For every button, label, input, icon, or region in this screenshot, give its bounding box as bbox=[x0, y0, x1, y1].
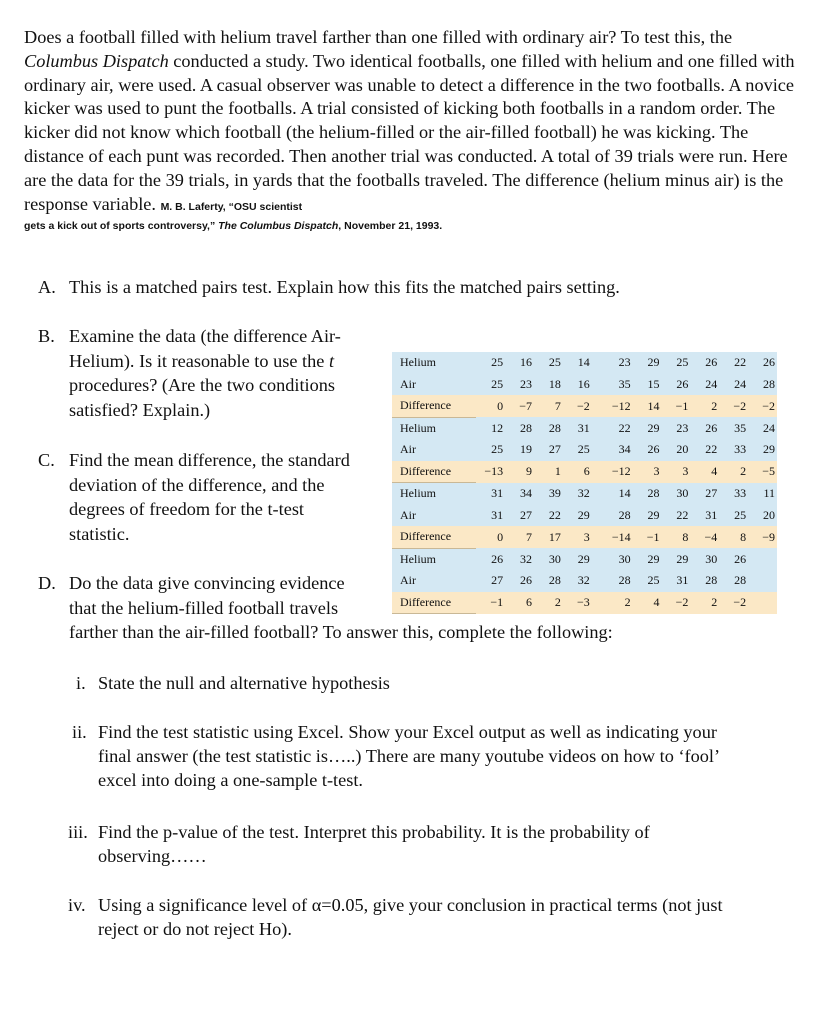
table-cell: 29 bbox=[633, 548, 662, 570]
table-cell: 6 bbox=[505, 592, 534, 614]
row-label: Air bbox=[392, 570, 476, 592]
table-cell: 25 bbox=[719, 505, 748, 527]
table-cell: 0 bbox=[476, 526, 505, 548]
row-label: Helium bbox=[392, 417, 476, 439]
row-label: Helium bbox=[392, 352, 476, 374]
table-cell: 16 bbox=[505, 352, 534, 374]
table-cell: 26 bbox=[690, 417, 719, 439]
table-row bbox=[392, 526, 777, 548]
row-label: Difference bbox=[392, 526, 476, 548]
table-cell: 33 bbox=[719, 439, 748, 461]
table-row bbox=[392, 374, 777, 396]
table-row bbox=[392, 395, 777, 417]
table-cell: −5 bbox=[748, 461, 777, 483]
source-name: Columbus Dispatch bbox=[24, 50, 169, 71]
question-d: D. Do the data give convincing evidence that the helium-filled football travels farther than the air-filled football? To answer this, complete the following: bbox=[38, 573, 613, 642]
table-cell: 24 bbox=[748, 417, 777, 439]
question-a-text: This is a matched pairs test. Explain how this fits the matched pairs setting. bbox=[69, 277, 620, 297]
table-row bbox=[392, 505, 777, 527]
row-label: Difference bbox=[392, 592, 476, 614]
table-cell: 28 bbox=[604, 505, 633, 527]
table-row bbox=[392, 417, 777, 439]
table-cell: 31 bbox=[476, 483, 505, 505]
table-cell: 9 bbox=[505, 461, 534, 483]
table-cell: 34 bbox=[604, 439, 633, 461]
table-row bbox=[392, 439, 777, 461]
table-cell: 31 bbox=[662, 570, 691, 592]
table-cell: 14 bbox=[604, 483, 633, 505]
table-cell: 29 bbox=[563, 548, 592, 570]
table-cell: 29 bbox=[633, 417, 662, 439]
table-cell: −13 bbox=[476, 461, 505, 483]
table-cell: 32 bbox=[563, 483, 592, 505]
table-cell: 2 bbox=[690, 395, 719, 417]
table-cell: −2 bbox=[719, 395, 748, 417]
table-cell: 2 bbox=[604, 592, 633, 614]
table-cell: 20 bbox=[748, 505, 777, 527]
table-cell: 20 bbox=[662, 439, 691, 461]
question-d-iv: iv. Using a significance level of α=0.05, give your conclusion in practical terms (not just reject or do not reject Ho). bbox=[68, 895, 723, 939]
table-cell: 32 bbox=[563, 570, 592, 592]
row-label: Helium bbox=[392, 548, 476, 570]
row-label: Air bbox=[392, 505, 476, 527]
table-cell: 2 bbox=[690, 592, 719, 614]
table-cell: 22 bbox=[662, 505, 691, 527]
row-label: Helium bbox=[392, 483, 476, 505]
table-cell: −3 bbox=[563, 592, 592, 614]
table-cell: 19 bbox=[505, 439, 534, 461]
table-row bbox=[392, 592, 777, 614]
row-label: Air bbox=[392, 374, 476, 396]
table-cell: 25 bbox=[534, 352, 563, 374]
table-cell: 28 bbox=[534, 417, 563, 439]
citation-author: M. B. Laferty, “OSU scientist bbox=[160, 200, 303, 213]
table-cell: 26 bbox=[476, 548, 505, 570]
intro-text-1: Does a football filled with helium travel farther than one filled with ordinary air? To test this, the bbox=[24, 27, 733, 47]
table-cell: 25 bbox=[662, 352, 691, 374]
table-cell: 28 bbox=[719, 570, 748, 592]
table-cell: 4 bbox=[690, 461, 719, 483]
table-cell: 7 bbox=[534, 395, 563, 417]
table-cell: 33 bbox=[719, 483, 748, 505]
table-cell: −1 bbox=[662, 395, 691, 417]
question-b: B. Examine the data (the difference Air- Helium). Is it reasonable to use the t procedures? (Are the two conditions satisfied? Explain.) bbox=[38, 326, 341, 420]
table-cell: 28 bbox=[633, 483, 662, 505]
table-cell: 29 bbox=[563, 505, 592, 527]
table-cell: 3 bbox=[662, 461, 691, 483]
table-cell: 29 bbox=[748, 439, 777, 461]
table-cell: 30 bbox=[534, 548, 563, 570]
table-cell: 28 bbox=[505, 417, 534, 439]
table-cell: 31 bbox=[563, 417, 592, 439]
table-cell: 23 bbox=[604, 352, 633, 374]
row-label: Air bbox=[392, 439, 476, 461]
table-cell bbox=[748, 570, 777, 592]
table-cell: 14 bbox=[563, 352, 592, 374]
table-cell: 27 bbox=[534, 439, 563, 461]
table-cell: 35 bbox=[604, 374, 633, 396]
table-row bbox=[392, 548, 777, 570]
table-cell: 22 bbox=[719, 352, 748, 374]
table-cell: 17 bbox=[534, 526, 563, 548]
table-cell: 27 bbox=[505, 505, 534, 527]
table-cell: 2 bbox=[534, 592, 563, 614]
table-cell: −12 bbox=[604, 461, 633, 483]
citation-date: , November 21, 1993. bbox=[338, 220, 443, 233]
table-cell: 16 bbox=[563, 374, 592, 396]
table-cell: 25 bbox=[563, 439, 592, 461]
row-label: Difference bbox=[392, 461, 476, 483]
row-label: Difference bbox=[392, 395, 476, 417]
table-cell: 22 bbox=[534, 505, 563, 527]
table-cell: 2 bbox=[719, 461, 748, 483]
table-cell: 23 bbox=[505, 374, 534, 396]
table-cell: 27 bbox=[476, 570, 505, 592]
table-cell: 25 bbox=[476, 352, 505, 374]
table-cell: 15 bbox=[633, 374, 662, 396]
table-cell: 7 bbox=[505, 526, 534, 548]
table-cell: 39 bbox=[534, 483, 563, 505]
table-cell: 26 bbox=[505, 570, 534, 592]
intro-text-2: conducted a study. Two identical footballs, one filled with helium and one filled with ordinary air, were used. A casual observer was unable to detect a difference in the two footballs. A novice kicker was used to punt the footballs. A trial consisted of kicking both footballs in a random order. The kicker did not know which football (the helium-filled or the air-filled football) he was kicking. The distance of each punt was recorded. Then another trial was conducted. A total of 39 trials were run. Here are the data for the 39 trials, in yards that the footballs traveled. The difference (helium minus air) is the response variable. bbox=[24, 50, 795, 214]
table-cell: −4 bbox=[690, 526, 719, 548]
table-cell: 23 bbox=[662, 417, 691, 439]
table-cell: 24 bbox=[719, 374, 748, 396]
table-cell: 31 bbox=[690, 505, 719, 527]
table-cell: 29 bbox=[633, 505, 662, 527]
table-cell: −12 bbox=[604, 395, 633, 417]
table-cell: 26 bbox=[690, 352, 719, 374]
table-cell bbox=[748, 548, 777, 570]
table-cell: 25 bbox=[476, 374, 505, 396]
intro-paragraph bbox=[24, 26, 806, 233]
table-cell: 0 bbox=[476, 395, 505, 417]
table-row bbox=[392, 461, 777, 483]
table-cell: 14 bbox=[633, 395, 662, 417]
table-cell: 25 bbox=[633, 570, 662, 592]
table-cell: 22 bbox=[604, 417, 633, 439]
table-cell: 29 bbox=[633, 352, 662, 374]
table-cell: 26 bbox=[719, 548, 748, 570]
table-row bbox=[392, 352, 777, 374]
question-d-iii: iii. Find the p-value of the test. Interpret this probability. It is the probability of observing…… bbox=[68, 822, 650, 866]
table-cell: 3 bbox=[633, 461, 662, 483]
citation-line bbox=[24, 219, 806, 233]
table-cell: 29 bbox=[662, 548, 691, 570]
question-d-ii: ii. Find the test statistic using Excel. Show your Excel output as well as indicating your final answer (the test statistic is…..) There are many youtube videos on how to ‘fool’ excel into doing a one-sample t-test. bbox=[72, 722, 721, 790]
table-cell: −2 bbox=[719, 592, 748, 614]
table-cell: 12 bbox=[476, 417, 505, 439]
table-cell: 1 bbox=[534, 461, 563, 483]
table-cell: 24 bbox=[690, 374, 719, 396]
question-c: C. Find the mean difference, the standard deviation of the difference, and the degrees of freedom for the t-test statistic. bbox=[38, 450, 350, 544]
table-cell: 31 bbox=[476, 505, 505, 527]
table-cell: −2 bbox=[563, 395, 592, 417]
citation-title: gets a kick out of sports controversy,” bbox=[24, 220, 216, 233]
table-cell: 6 bbox=[563, 461, 592, 483]
table-row bbox=[392, 570, 777, 592]
citation-source: The Columbus Dispatch bbox=[215, 220, 339, 233]
table-cell: 34 bbox=[505, 483, 534, 505]
table-row bbox=[392, 483, 777, 505]
table-cell: 28 bbox=[604, 570, 633, 592]
table-cell: 30 bbox=[604, 548, 633, 570]
table-cell: 22 bbox=[690, 439, 719, 461]
table-cell: −1 bbox=[476, 592, 505, 614]
table-cell: 28 bbox=[690, 570, 719, 592]
table-cell: 25 bbox=[476, 439, 505, 461]
table-cell: 35 bbox=[719, 417, 748, 439]
table-cell: 30 bbox=[690, 548, 719, 570]
table-cell: 28 bbox=[534, 570, 563, 592]
table-cell: −7 bbox=[505, 395, 534, 417]
table-cell: 26 bbox=[748, 352, 777, 374]
table-cell: 26 bbox=[662, 374, 691, 396]
table-cell: 4 bbox=[633, 592, 662, 614]
table-cell: 26 bbox=[633, 439, 662, 461]
data-table bbox=[392, 352, 777, 614]
table-cell: 28 bbox=[748, 374, 777, 396]
table-cell: 3 bbox=[563, 526, 592, 548]
table-cell: 8 bbox=[662, 526, 691, 548]
table-cell: 18 bbox=[534, 374, 563, 396]
table-cell: −9 bbox=[748, 526, 777, 548]
table-cell: −1 bbox=[633, 526, 662, 548]
table-cell bbox=[748, 592, 777, 614]
table-cell: −2 bbox=[748, 395, 777, 417]
table-cell: −14 bbox=[604, 526, 633, 548]
table-cell: −2 bbox=[662, 592, 691, 614]
table-cell: 32 bbox=[505, 548, 534, 570]
table-cell: 8 bbox=[719, 526, 748, 548]
table-cell: 30 bbox=[662, 483, 691, 505]
table-cell: 11 bbox=[748, 483, 777, 505]
table-cell: 27 bbox=[690, 483, 719, 505]
